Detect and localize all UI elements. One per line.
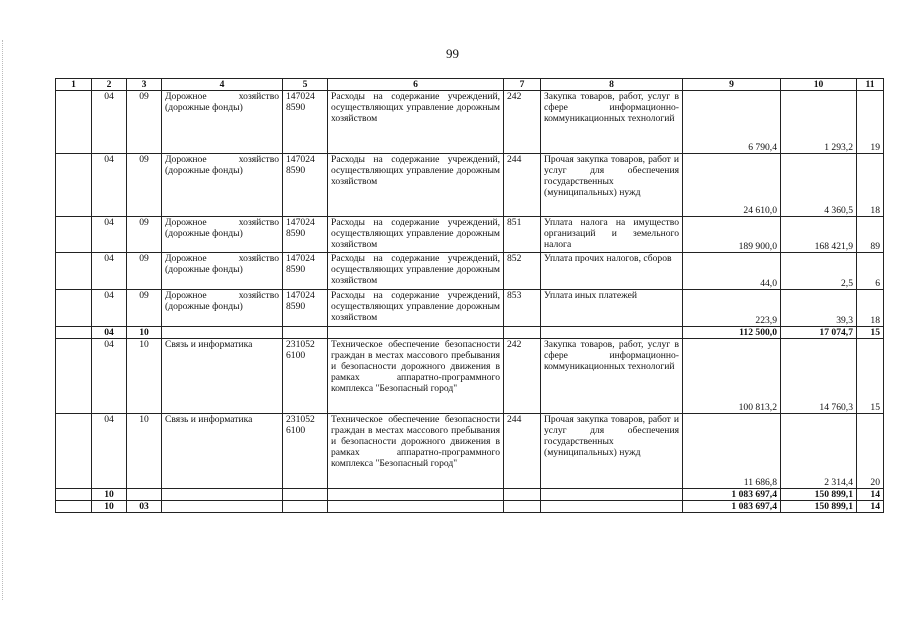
row-index-cell bbox=[56, 91, 92, 154]
planned-amount-cell: 11 686,8 bbox=[683, 414, 781, 489]
section-cell: 04 bbox=[92, 91, 127, 154]
header-row bbox=[56, 79, 884, 91]
expense-type-cell bbox=[504, 501, 541, 513]
executed-amount-cell: 39,3 bbox=[781, 290, 857, 327]
percent-cell: 19 bbox=[857, 91, 884, 154]
planned-amount-cell: 189 900,0 bbox=[683, 217, 781, 253]
table-row bbox=[56, 91, 884, 154]
header-cell-2: 2 bbox=[92, 79, 127, 91]
percent-cell: 18 bbox=[857, 290, 884, 327]
row-index-cell bbox=[56, 501, 92, 513]
planned-amount-cell: 24 610,0 bbox=[683, 154, 781, 217]
header-cell-10: 10 bbox=[781, 79, 857, 91]
subsection-cell: 09 bbox=[127, 217, 162, 253]
section-cell: 04 bbox=[92, 154, 127, 217]
header-cell-3: 3 bbox=[127, 79, 162, 91]
target-article-name-cell: Расходы на содержание учреждений, осуществляющих управление дорожным хозяйством bbox=[328, 290, 504, 327]
target-article-cell: 231052 6100 bbox=[283, 414, 328, 489]
percent-cell: 18 bbox=[857, 154, 884, 217]
expense-type-name-cell: Уплата иных платежей bbox=[541, 290, 683, 327]
table-row bbox=[56, 414, 884, 489]
target-article-name-cell bbox=[328, 327, 504, 339]
header-cell-8: 8 bbox=[541, 79, 683, 91]
section-name-cell: Связь и информатика bbox=[162, 339, 283, 414]
scan-edge-marks bbox=[2, 40, 6, 600]
target-article-cell bbox=[283, 327, 328, 339]
expense-type-cell: 852 bbox=[504, 253, 541, 290]
budget-table bbox=[55, 78, 884, 513]
target-article-name-cell bbox=[328, 501, 504, 513]
planned-amount-cell: 1 083 697,4 bbox=[683, 489, 781, 501]
table-row bbox=[56, 253, 884, 290]
target-article-cell: 147024 8590 bbox=[283, 217, 328, 253]
section-cell: 04 bbox=[92, 290, 127, 327]
header-cell-11: 11 bbox=[857, 79, 884, 91]
section-cell: 10 bbox=[92, 501, 127, 513]
target-article-cell: 147024 8590 bbox=[283, 91, 328, 154]
percent-cell: 14 bbox=[857, 489, 884, 501]
table-total-row bbox=[56, 327, 884, 339]
table-body bbox=[56, 91, 884, 513]
section-name-cell: Дорожное хозяйство (дорожные фонды) bbox=[162, 154, 283, 217]
target-article-cell bbox=[283, 501, 328, 513]
expense-type-name-cell bbox=[541, 501, 683, 513]
target-article-name-cell: Техническое обеспечение безопасности граждан в местах массового пребывания и безопасности дорожного движения в рамках аппаратно-программного комплекса "Безопасный город" bbox=[328, 339, 504, 414]
section-name-cell: Связь и информатика bbox=[162, 414, 283, 489]
planned-amount-cell: 6 790,4 bbox=[683, 91, 781, 154]
executed-amount-cell: 17 074,7 bbox=[781, 327, 857, 339]
expense-type-name-cell: Уплата прочих налогов, сборов bbox=[541, 253, 683, 290]
section-name-cell: Дорожное хозяйство (дорожные фонды) bbox=[162, 290, 283, 327]
header-cell-7: 7 bbox=[504, 79, 541, 91]
header-cell-9: 9 bbox=[683, 79, 781, 91]
section-cell: 04 bbox=[92, 414, 127, 489]
target-article-name-cell: Техническое обеспечение безопасности граждан в местах массового пребывания и безопасности дорожного движения в рамках аппаратно-программного комплекса "Безопасный город" bbox=[328, 414, 504, 489]
row-index-cell bbox=[56, 489, 92, 501]
planned-amount-cell: 223,9 bbox=[683, 290, 781, 327]
subsection-cell: 09 bbox=[127, 290, 162, 327]
row-index-cell bbox=[56, 290, 92, 327]
expense-type-cell: 851 bbox=[504, 217, 541, 253]
executed-amount-cell: 150 899,1 bbox=[781, 501, 857, 513]
expense-type-cell: 244 bbox=[504, 414, 541, 489]
expense-type-name-cell: Прочая закупка товаров, работ и услуг для обеспечения государственных (муниципальных) нужд bbox=[541, 414, 683, 489]
section-cell: 04 bbox=[92, 327, 127, 339]
table-row bbox=[56, 290, 884, 327]
percent-cell: 15 bbox=[857, 327, 884, 339]
row-index-cell bbox=[56, 217, 92, 253]
expense-type-cell bbox=[504, 327, 541, 339]
section-cell: 04 bbox=[92, 253, 127, 290]
subsection-cell bbox=[127, 489, 162, 501]
row-index-cell bbox=[56, 253, 92, 290]
expense-type-name-cell: Закупка товаров, работ, услуг в сфере информационно-коммуникационных технологий bbox=[541, 339, 683, 414]
section-name-cell: Дорожное хозяйство (дорожные фонды) bbox=[162, 253, 283, 290]
table-total-row bbox=[56, 501, 884, 513]
expense-type-cell: 242 bbox=[504, 339, 541, 414]
page-number: 99 bbox=[446, 46, 459, 61]
planned-amount-cell: 112 500,0 bbox=[683, 327, 781, 339]
executed-amount-cell: 150 899,1 bbox=[781, 489, 857, 501]
expense-type-name-cell: Закупка товаров, работ, услуг в сфере информационно-коммуникационных технологий bbox=[541, 91, 683, 154]
planned-amount-cell: 100 813,2 bbox=[683, 339, 781, 414]
executed-amount-cell: 2 314,4 bbox=[781, 414, 857, 489]
header-cell-6: 6 bbox=[328, 79, 504, 91]
subsection-cell: 10 bbox=[127, 414, 162, 489]
executed-amount-cell: 4 360,5 bbox=[781, 154, 857, 217]
target-article-cell: 231052 6100 bbox=[283, 339, 328, 414]
expense-type-cell: 244 bbox=[504, 154, 541, 217]
subsection-cell: 09 bbox=[127, 91, 162, 154]
header-cell-4: 4 bbox=[162, 79, 283, 91]
section-name-cell bbox=[162, 489, 283, 501]
expense-type-name-cell: Уплата налога на имущество организаций и земельного налога bbox=[541, 217, 683, 253]
section-name-cell: Дорожное хозяйство (дорожные фонды) bbox=[162, 91, 283, 154]
executed-amount-cell: 14 760,3 bbox=[781, 339, 857, 414]
subsection-cell: 10 bbox=[127, 327, 162, 339]
target-article-name-cell: Расходы на содержание учреждений, осуществляющих управление дорожным хозяйством bbox=[328, 253, 504, 290]
row-index-cell bbox=[56, 414, 92, 489]
subsection-cell: 09 bbox=[127, 253, 162, 290]
expense-type-name-cell: Прочая закупка товаров, работ и услуг для обеспечения государственных (муниципальных) нужд bbox=[541, 154, 683, 217]
target-article-name-cell: Расходы на содержание учреждений, осуществляющих управление дорожным хозяйством bbox=[328, 154, 504, 217]
target-article-cell: 147024 8590 bbox=[283, 290, 328, 327]
executed-amount-cell: 1 293,2 bbox=[781, 91, 857, 154]
section-cell: 10 bbox=[92, 489, 127, 501]
table-total-row bbox=[56, 489, 884, 501]
expense-type-cell: 853 bbox=[504, 290, 541, 327]
section-cell: 04 bbox=[92, 217, 127, 253]
expense-type-cell bbox=[504, 489, 541, 501]
subsection-cell: 03 bbox=[127, 501, 162, 513]
target-article-name-cell: Расходы на содержание учреждений, осуществляющих управление дорожным хозяйством bbox=[328, 217, 504, 253]
planned-amount-cell: 1 083 697,4 bbox=[683, 501, 781, 513]
target-article-cell: 147024 8590 bbox=[283, 154, 328, 217]
target-article-cell: 147024 8590 bbox=[283, 253, 328, 290]
table-row bbox=[56, 339, 884, 414]
section-name-cell: Дорожное хозяйство (дорожные фонды) bbox=[162, 217, 283, 253]
percent-cell: 20 bbox=[857, 414, 884, 489]
section-name-cell bbox=[162, 327, 283, 339]
row-index-cell bbox=[56, 327, 92, 339]
subsection-cell: 09 bbox=[127, 154, 162, 217]
executed-amount-cell: 168 421,9 bbox=[781, 217, 857, 253]
percent-cell: 14 bbox=[857, 501, 884, 513]
section-name-cell bbox=[162, 501, 283, 513]
header-cell-1: 1 bbox=[56, 79, 92, 91]
table-row bbox=[56, 154, 884, 217]
expense-type-name-cell bbox=[541, 489, 683, 501]
subsection-cell: 10 bbox=[127, 339, 162, 414]
table-row bbox=[56, 217, 884, 253]
executed-amount-cell: 2,5 bbox=[781, 253, 857, 290]
planned-amount-cell: 44,0 bbox=[683, 253, 781, 290]
row-index-cell bbox=[56, 339, 92, 414]
target-article-name-cell: Расходы на содержание учреждений, осуществляющих управление дорожным хозяйством bbox=[328, 91, 504, 154]
header-cell-5: 5 bbox=[283, 79, 328, 91]
percent-cell: 6 bbox=[857, 253, 884, 290]
target-article-name-cell bbox=[328, 489, 504, 501]
expense-type-name-cell bbox=[541, 327, 683, 339]
percent-cell: 89 bbox=[857, 217, 884, 253]
expense-type-cell: 242 bbox=[504, 91, 541, 154]
target-article-cell bbox=[283, 489, 328, 501]
percent-cell: 15 bbox=[857, 339, 884, 414]
row-index-cell bbox=[56, 154, 92, 217]
section-cell: 04 bbox=[92, 339, 127, 414]
